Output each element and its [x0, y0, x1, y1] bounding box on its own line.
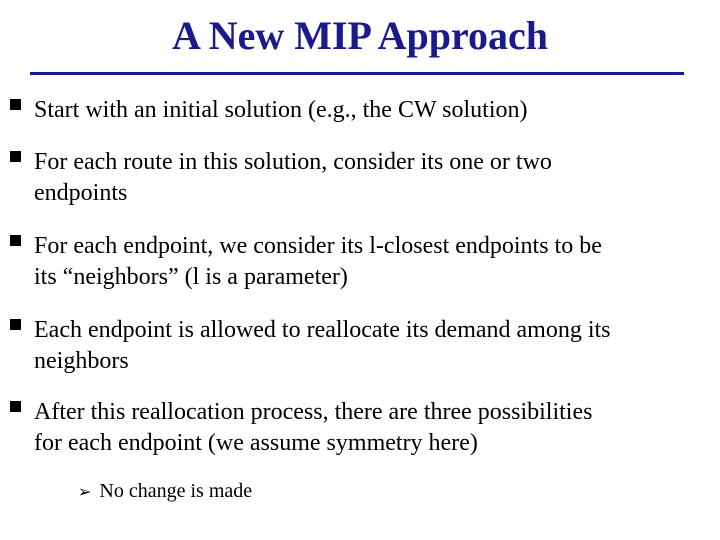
bullet-text: After this reallocation process, there are three possibilities for each endpoint (we assume symmetry here) [34, 399, 593, 456]
bullet-text: Each endpoint is allowed to reallocate its demand among its neighbors [34, 317, 611, 374]
bullet-item [10, 95, 710, 126]
sub-bullet-text: No change is made [99, 480, 253, 502]
square-bullet-icon [10, 401, 21, 412]
square-bullet-icon [10, 235, 21, 246]
sub-bullet-item [78, 478, 252, 505]
square-bullet-icon [10, 99, 21, 110]
bullet-text: For each route in this solution, consider its one or two endpoints [34, 149, 552, 206]
square-bullet-icon [10, 319, 21, 330]
bullet-text: For each endpoint, we consider its l-closest endpoints to be its “neighbors” (l is a parameter) [34, 233, 602, 290]
slide-title: A New MIP Approach [172, 13, 548, 58]
arrowhead-icon: ➢ [78, 482, 92, 501]
bullet-item [10, 231, 710, 293]
title-underline [30, 72, 684, 75]
bullet-text: Start with an initial solution (e.g., the CW solution) [34, 97, 528, 123]
bullet-item [10, 397, 710, 459]
bullet-item [10, 147, 710, 209]
square-bullet-icon [10, 151, 21, 162]
bullet-item [10, 315, 710, 377]
